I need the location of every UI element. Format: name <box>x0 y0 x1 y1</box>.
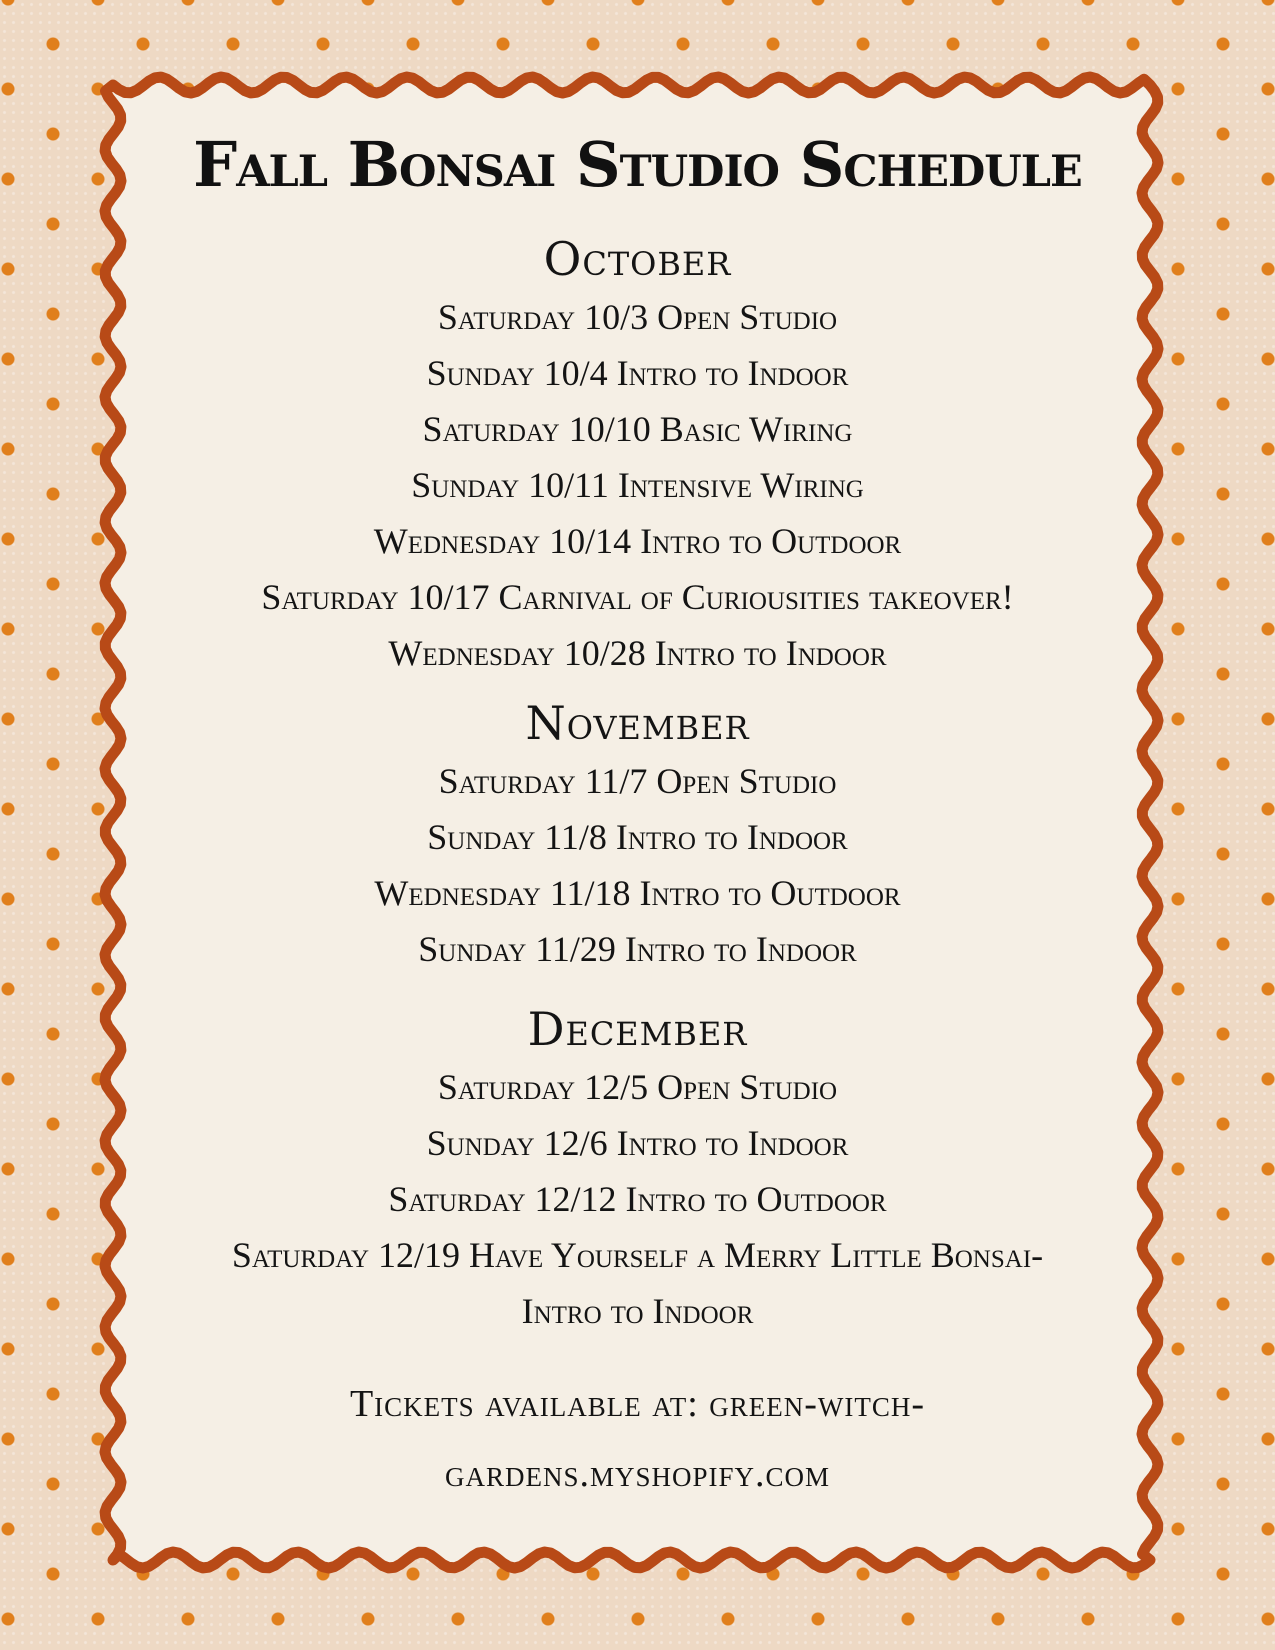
event-item: Wednesday 11/18 Intro to Outdoor <box>374 873 901 913</box>
event-item: Sunday 11/29 Intro to Indoor <box>418 929 857 969</box>
month-heading-october: October <box>543 232 732 286</box>
event-item: Sunday 11/8 Intro to Indoor <box>427 817 848 857</box>
event-item: Saturday 12/19 Have Yourself a Merry Little Bonsai- <box>231 1235 1044 1275</box>
event-item: Sunday 10/4 Intro to Indoor <box>426 353 849 393</box>
month-section-october <box>140 229 1135 681</box>
event-item: Saturday 10/3 Open Studio <box>437 297 838 337</box>
month-section-december <box>140 999 1135 1339</box>
event-item: Saturday 12/12 Intro to Outdoor <box>388 1179 887 1219</box>
schedule-sheet <box>140 115 1135 1535</box>
event-list-november <box>140 753 1135 977</box>
tickets-info <box>140 1369 1135 1509</box>
tickets-line: Tickets available at: green-witch- <box>349 1383 926 1425</box>
event-item: Wednesday 10/28 Intro to Indoor <box>388 633 887 673</box>
event-item: Saturday 12/5 Open Studio <box>437 1067 838 1107</box>
event-item: Wednesday 10/14 Intro to Outdoor <box>373 521 902 561</box>
tickets-url[interactable]: gardens.myshopify.com <box>444 1453 831 1495</box>
page-title: Fall Bonsai Studio Schedule <box>193 128 1082 201</box>
event-item: Sunday 12/6 Intro to Indoor <box>426 1123 849 1163</box>
month-heading-december: December <box>527 1002 748 1056</box>
event-item: Saturday 10/17 Carnival of Curiousities takeover! <box>261 577 1014 617</box>
month-heading-november: November <box>525 696 750 750</box>
event-item: Intro to Indoor <box>521 1291 754 1331</box>
event-list-december <box>140 1059 1135 1339</box>
event-list-october <box>140 289 1135 681</box>
event-item: Saturday 10/10 Basic Wiring <box>422 409 853 449</box>
month-section-november <box>140 693 1135 977</box>
event-item: Sunday 10/11 Intensive Wiring <box>411 465 864 505</box>
event-item: Saturday 11/7 Open Studio <box>438 761 837 801</box>
